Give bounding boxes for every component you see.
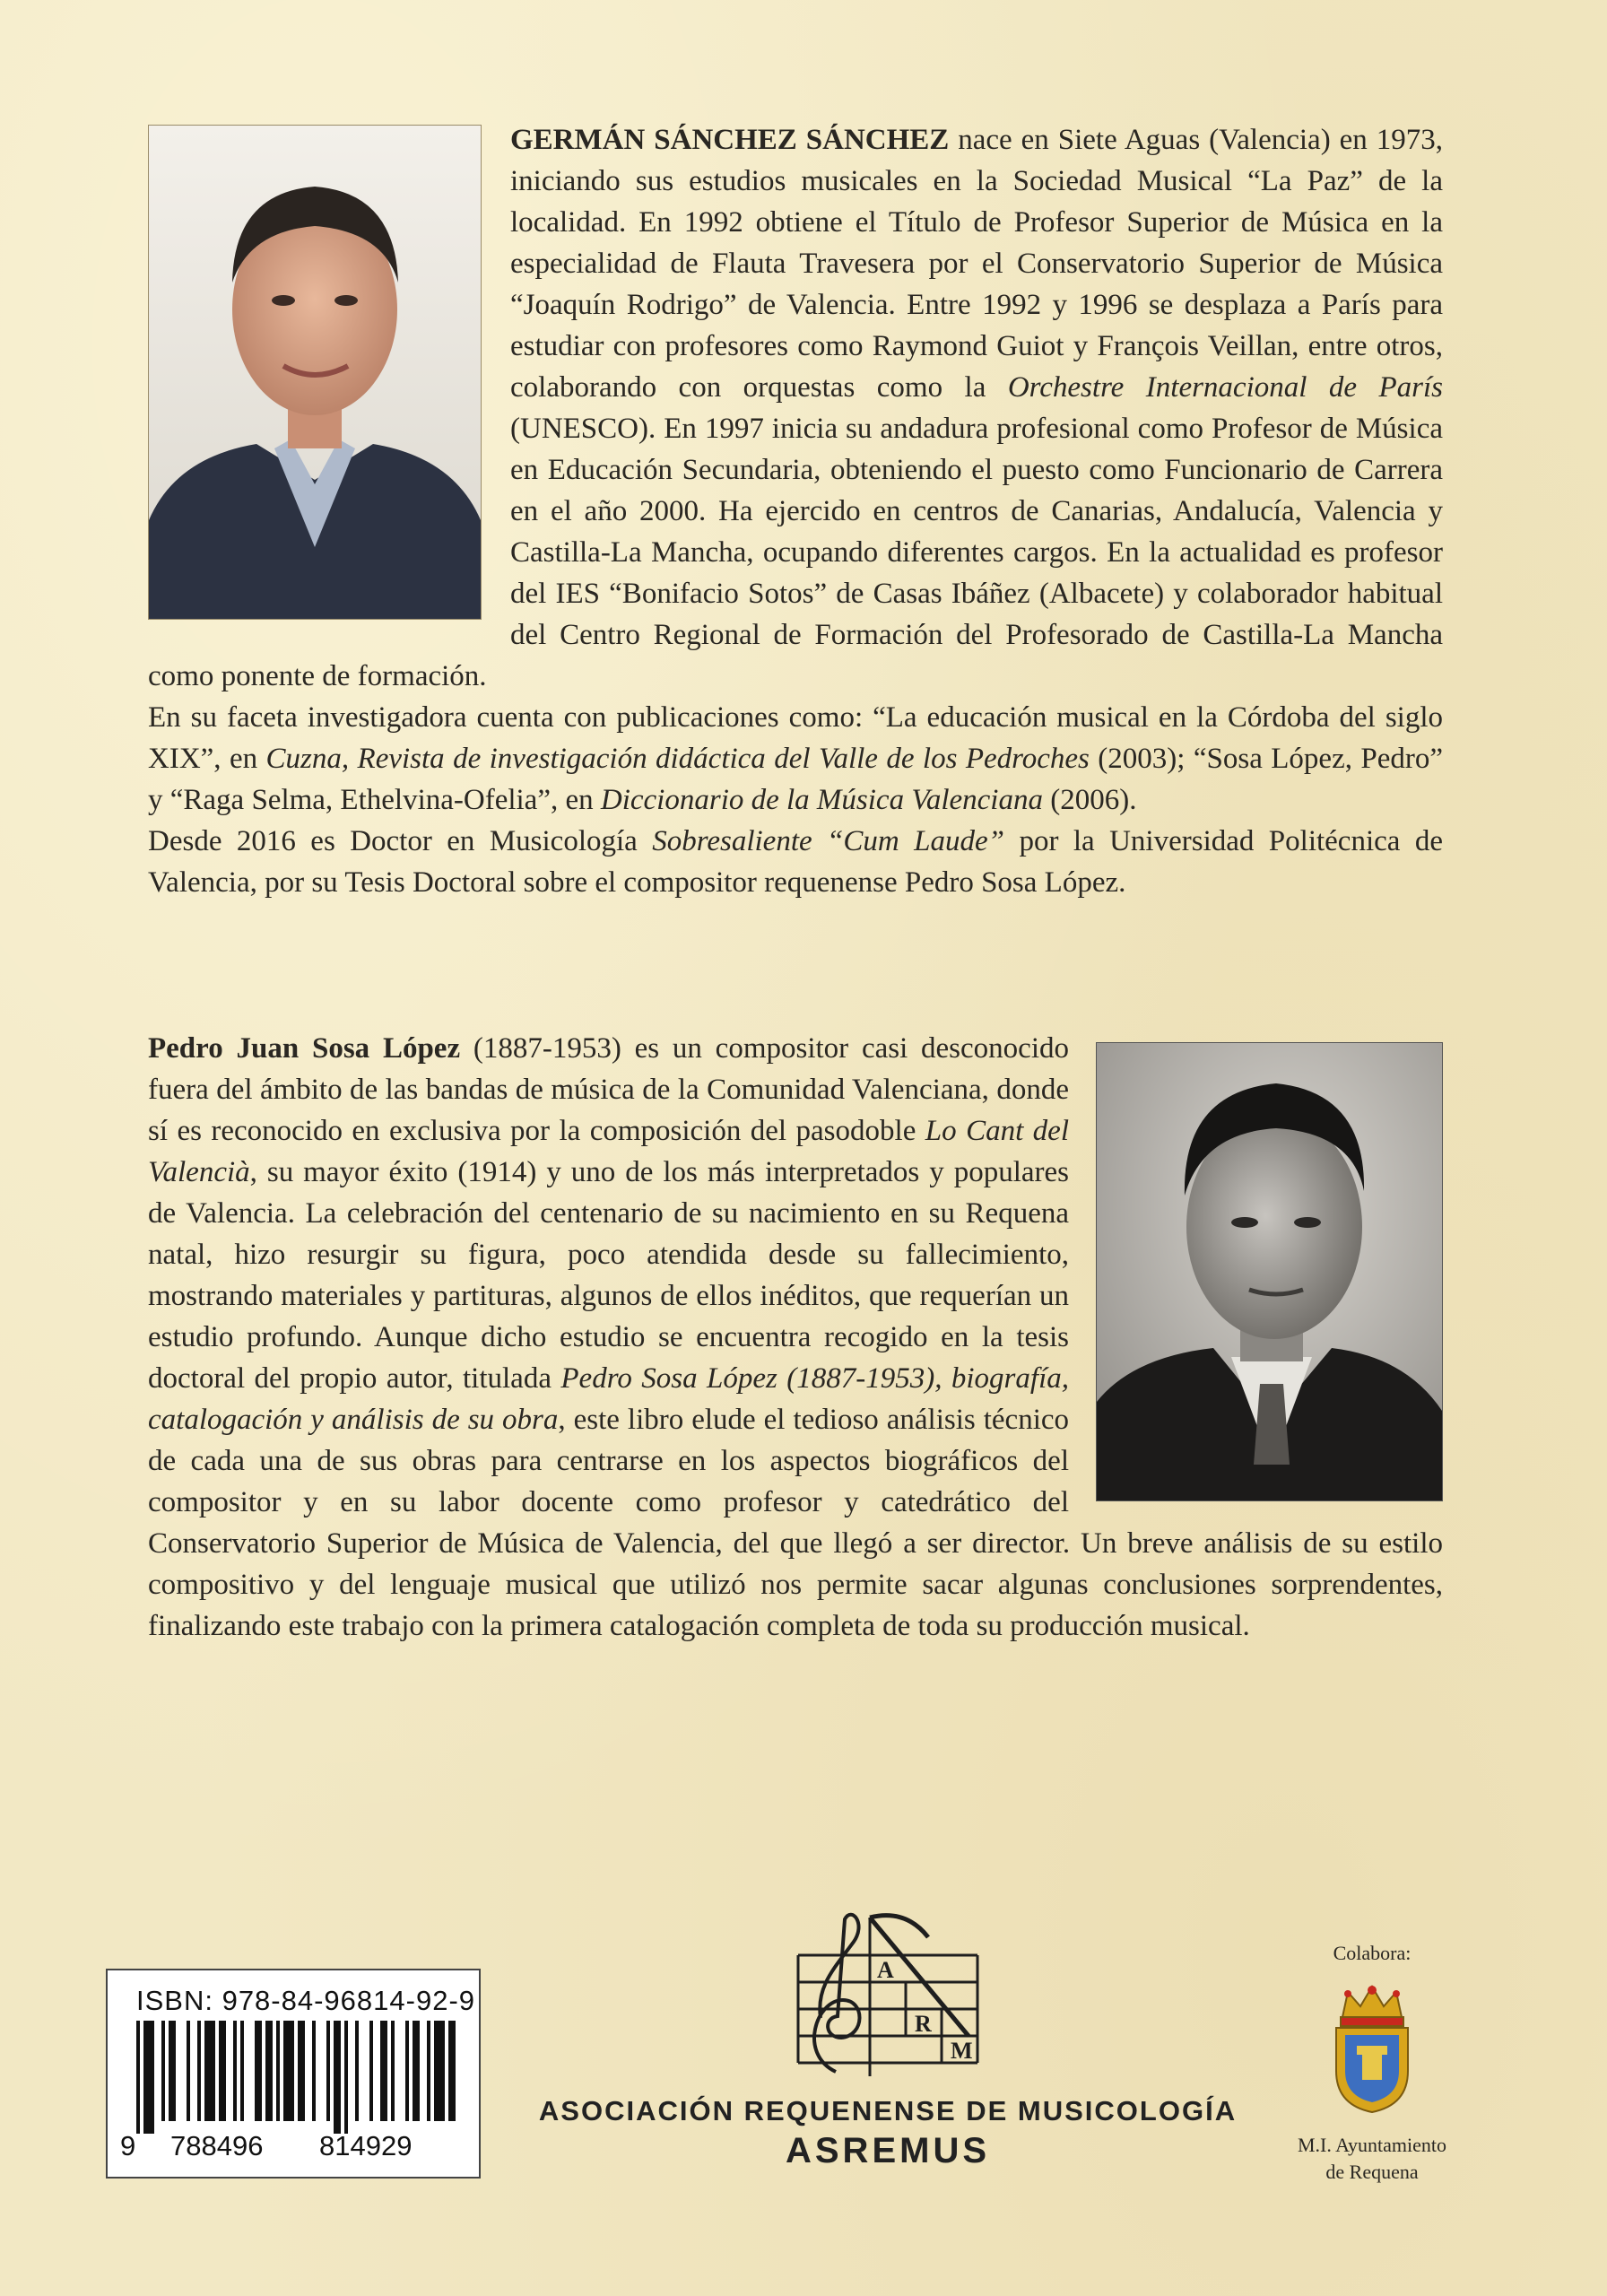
composer-bio-text: , este libro elude el tedioso análisis técnico de cada una de sus obras para centrarse en los aspectos biográficos del compositor y en su labor docente como profesor y catedrático del Conservatorio Superior de Música de Valencia, del que llegó a ser director. Un breve análisis de su estilo compositivo y del lenguaje musical que utilizó nos permite sacar algunas conclusiones sorprendentes, finalizando este trabajo con la primera catalogación completa de toda su producción musical. xyxy=(148,1404,1443,1642)
composer-bio-text: (1887-1953) es un compositor casi desconocido fuera del ámbito de las bandas de música de la Comunidad Valenciana, donde sí es reconocido en exclusiva por la composición del pasodoble xyxy=(148,1032,1069,1147)
orchestra-name: Orchestre Internacional de París xyxy=(1007,371,1443,404)
author-name: GERMÁN SÁNCHEZ SÁNCHEZ xyxy=(510,124,950,156)
composer-biography xyxy=(148,1028,1443,1647)
author-bio-text: (2006). xyxy=(1042,784,1137,816)
collaborator-block xyxy=(1238,1942,1507,2186)
barcode-bar xyxy=(344,2021,348,2134)
barcode-bar xyxy=(413,2021,420,2121)
barcode-bar xyxy=(187,2021,190,2121)
barcode xyxy=(117,2021,470,2134)
logo-letter-m: M xyxy=(951,2038,973,2064)
author-bio-paragraph-2 xyxy=(148,697,1443,821)
author-bio-text: nace en Siete Aguas (Valencia) en 1973, iniciando sus estudios musicales en la Sociedad Musical “La Paz” de la localidad. En 1992 obtiene el Título de Profesor Superior de Música en la especialidad de Flauta Travesera por el Conservatorio Superior de Música “Joaquín Rodrigo” de Valencia. Entre 1992 y 1996 se desplaza a París para estudiar con profesores como Raymond Guiot y François Veillan, entre otros, colaborando con orquestas como la xyxy=(510,124,1443,404)
isbn-label: ISBN: 978-84-96814-92-9 xyxy=(136,1985,476,2016)
requena-coat-of-arms-icon xyxy=(1323,1981,1421,2116)
author-bio-text: por la Universidad Politécnica de Valencia, por su Tesis Doctoral sobre el compositor requenense Pedro Sosa López. xyxy=(148,825,1443,899)
author-biography xyxy=(148,119,1443,903)
dictionary-title: Diccionario de la Música Valenciana xyxy=(600,784,1043,816)
barcode-bar xyxy=(326,2021,330,2121)
author-bio-text: En su faceta investigadora cuenta con publicaciones como: “La educación musical en la Córdoba del siglo XIX”, en xyxy=(148,701,1443,775)
thesis-title: Pedro Sosa López (1887-1953), biografía, catalogación y análisis de su obra xyxy=(148,1362,1069,1436)
barcode-bar xyxy=(219,2021,226,2121)
composer-bio-text: , su mayor éxito (1914) y uno de los más interpretados y populares de Valencia. La celebración del centenario de su nacimiento en su Requena natal, hizo resurgir su figura, poco atendida desde su fallecimiento, mostrando materiales y partituras, algunos de ellos inéditos, que requerían un estudio profundo. Aunque dicho estudio se encuentra recogido en la tesis doctoral del propio autor, titulada xyxy=(148,1156,1069,1395)
publisher-logo xyxy=(780,1901,995,2081)
barcode-digits-right: 814929 xyxy=(319,2130,413,2161)
barcode-bar xyxy=(298,2021,305,2121)
barcode-bar xyxy=(143,2021,154,2134)
logo-letter-a: A xyxy=(877,1957,894,1983)
author-bio-text: (UNESCO). En 1997 inicia su andadura profesional como Profesor de Música en Educación Secundaria, obteniendo el puesto como Funcionario de Carrera en el año 2000. Ha ejercido en centros de Canarias, Andalucía, Valencia y Castilla-La Mancha, ocupando diferentes cargos. En la actualidad es profesor del IES “Bonifacio Sotos” de Casas Ibáñez (Albacete) y colaborador habitual del Centro Regional de Formación del Profesorado de Castilla-La Mancha como ponente de formación. xyxy=(148,413,1443,692)
barcode-bar xyxy=(204,2021,215,2121)
author-bio-paragraph-3 xyxy=(148,821,1443,903)
collaborator-name-line-2: de Requena xyxy=(1325,2161,1419,2183)
composer-name: Pedro Juan Sosa López xyxy=(148,1032,461,1065)
barcode-bar xyxy=(240,2021,244,2121)
isbn-barcode-box xyxy=(106,1969,481,2179)
barcode-bar xyxy=(136,2021,140,2134)
composer-photo xyxy=(1096,1042,1443,1501)
pasodoble-title: Lo Cant del Valencià xyxy=(148,1115,1069,1188)
author-bio-text: (2003); “Sosa López, Pedro” y “Raga Selma, Ethelvina-Ofelia”, en xyxy=(148,743,1444,816)
barcode-bar xyxy=(369,2021,373,2121)
publisher-name: ASOCIACIÓN REQUENENSE DE MUSICOLOGÍA xyxy=(538,2095,1238,2126)
collaborator-label: Colabora: xyxy=(1333,1942,1412,1964)
barcode-bar xyxy=(334,2021,341,2134)
author-bio-text: Desde 2016 es Doctor en Musicología xyxy=(148,825,653,857)
barcode-bar xyxy=(265,2021,273,2121)
journal-title: Cuzna, Revista de investigación didáctica del Valle de los Pedroches xyxy=(265,743,1090,775)
barcode-bar xyxy=(312,2021,316,2121)
barcode-bar xyxy=(283,2021,294,2121)
publisher-block xyxy=(538,1901,1238,2171)
barcode-bar xyxy=(391,2021,395,2121)
barcode-bar xyxy=(427,2021,430,2121)
barcode-bar xyxy=(380,2021,387,2121)
barcode-bar xyxy=(405,2021,409,2121)
barcode-bar xyxy=(169,2021,176,2121)
barcode-bar xyxy=(255,2021,262,2121)
publisher-acronym: ASREMUS xyxy=(785,2131,991,2170)
doctorate-grade: Sobresaliente “Cum Laude” xyxy=(652,825,1005,857)
logo-letter-r: R xyxy=(915,2011,932,2037)
collaborator-name-line-1: M.I. Ayuntamiento xyxy=(1297,2134,1447,2156)
barcode-bar xyxy=(434,2021,445,2121)
author-photo xyxy=(148,125,482,620)
barcode-bar xyxy=(448,2021,456,2121)
collaborator-name xyxy=(1238,2132,1507,2186)
barcode-digits-left: 788496 xyxy=(170,2130,264,2161)
barcode-bar xyxy=(197,2021,201,2121)
barcode-bar xyxy=(161,2021,165,2121)
barcode-bar xyxy=(355,2021,359,2121)
barcode-bar xyxy=(276,2021,280,2121)
barcode-bar xyxy=(233,2021,237,2121)
barcode-digit-first: 9 xyxy=(120,2130,136,2161)
